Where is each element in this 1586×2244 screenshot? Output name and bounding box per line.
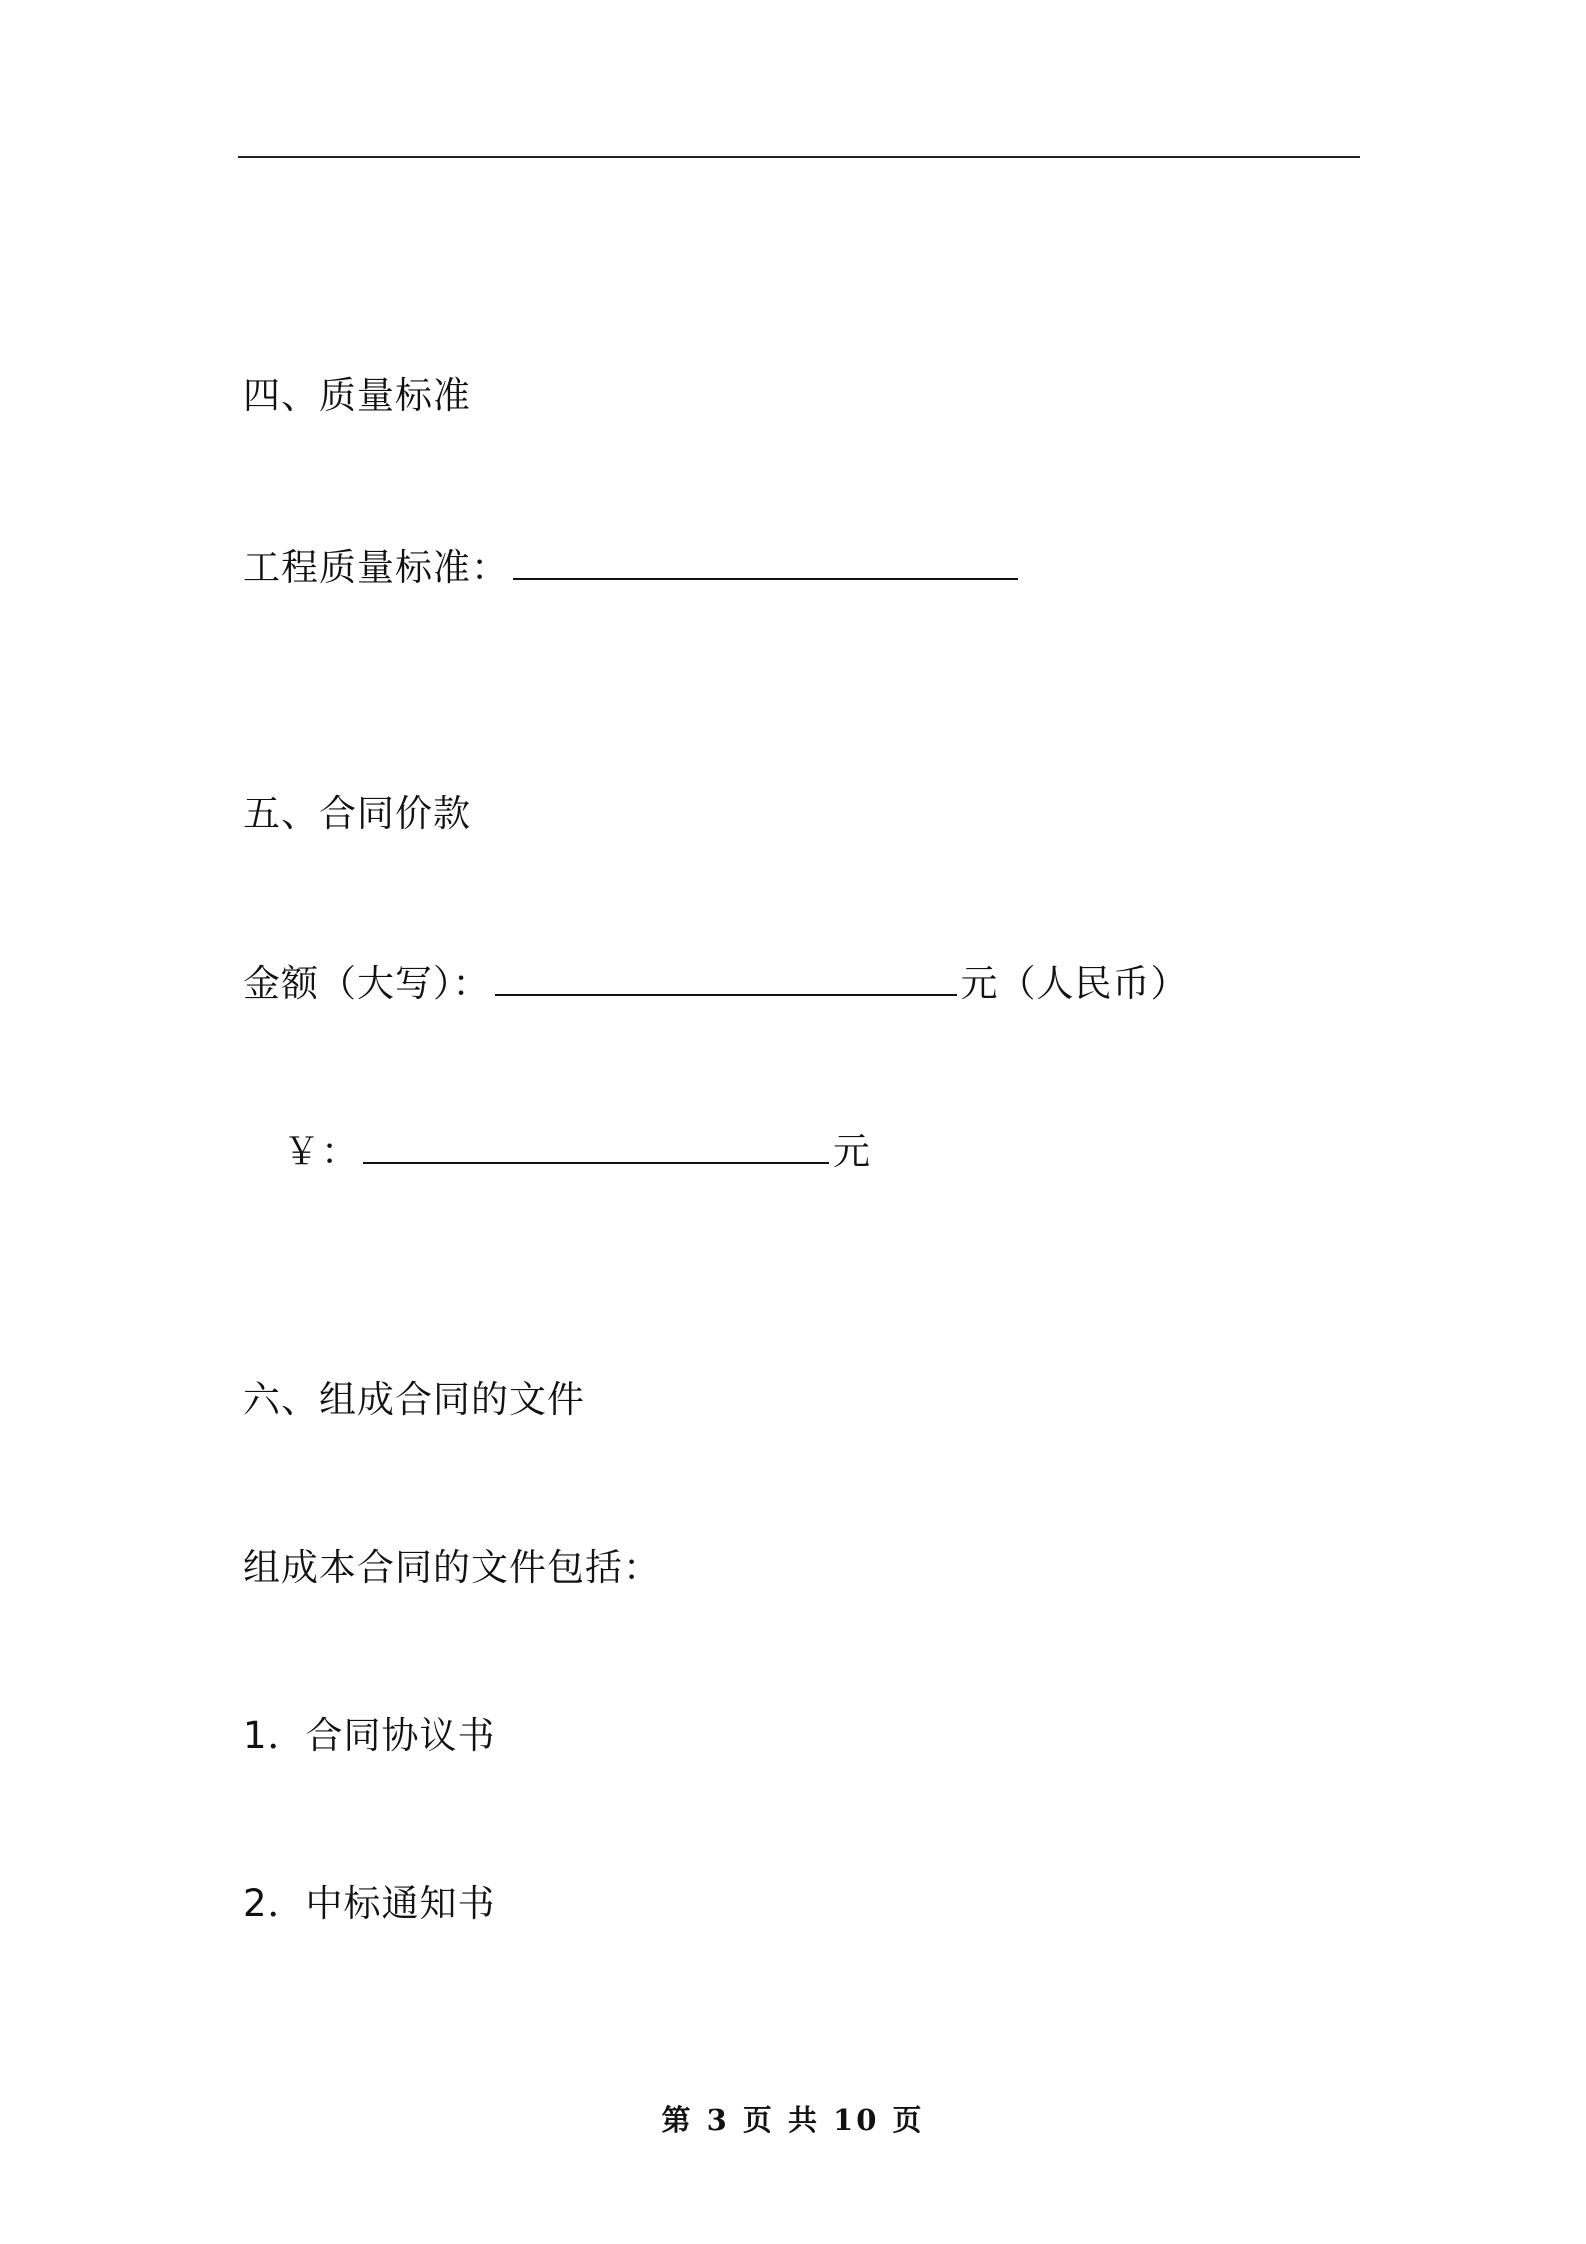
header-rule — [238, 156, 1360, 158]
page-number: 第 3 页 共 10 页 — [661, 2103, 925, 2137]
amount-words-row — [243, 960, 1189, 1008]
quality-standard-row — [243, 544, 1022, 592]
contract-documents-intro: 组成本合同的文件包括： — [243, 1546, 661, 1589]
amount-figures-label: ￥： — [283, 1130, 359, 1173]
quality-standard-blank[interactable] — [513, 548, 1018, 580]
amount-words-label: 金额（大写）： — [243, 962, 491, 1005]
section-6-heading: 六、组成合同的文件 — [243, 1378, 585, 1421]
amount-words-blank[interactable] — [495, 964, 957, 996]
section-4-heading: 四、质量标准 — [243, 374, 471, 417]
list-item: 2．中标通知书 — [243, 1882, 496, 1925]
list-item: 1．合同协议书 — [243, 1714, 496, 1757]
amount-figures-suffix: 元 — [833, 1130, 871, 1173]
amount-figures-row — [283, 1128, 871, 1176]
quality-standard-label: 工程质量标准： — [243, 546, 509, 589]
section-5-heading: 五、合同价款 — [243, 792, 471, 835]
amount-figures-blank[interactable] — [363, 1132, 829, 1164]
amount-words-suffix: 元（人民币） — [960, 962, 1189, 1005]
